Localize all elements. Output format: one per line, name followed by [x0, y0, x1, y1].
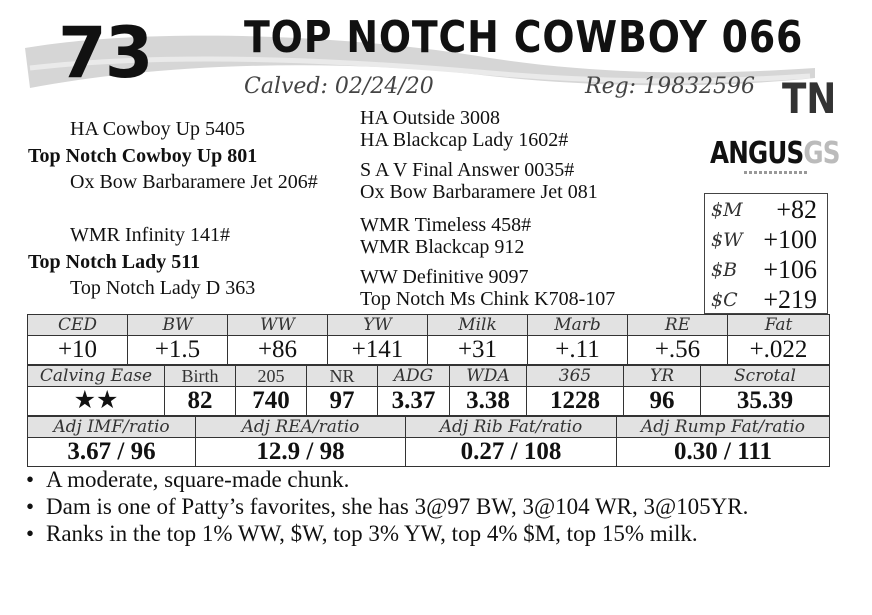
table-row: [28, 438, 830, 467]
epd-header-fat: Fat: [728, 315, 830, 336]
us-header-imf: Adj IMF/ratio: [28, 417, 196, 438]
registration-number: Reg: 19832596: [585, 74, 756, 99]
notes-list: [26, 466, 856, 547]
perf-header-nr: NR: [307, 366, 378, 387]
perf-header-365: 365: [527, 366, 624, 387]
index-value: +106: [763, 255, 817, 284]
pedigree-dam-sire: WMR Infinity 141#: [70, 224, 230, 246]
index-value: +100: [763, 225, 817, 254]
pedigree-dam: Top Notch Lady 511: [28, 251, 201, 273]
us-header-rib-fat: Adj Rib Fat/ratio: [406, 417, 617, 438]
index-value: +82: [776, 195, 817, 224]
list-item: • Dam is one of Patty’s favorites, she has 3@97 BW, 3@104 WR, 3@105YR.: [26, 493, 856, 520]
us-header-rea: Adj REA/ratio: [196, 417, 406, 438]
pedigree-dam-sire-dam: WMR Blackcap 912: [360, 236, 525, 258]
pedigree-sire-sire-sire: HA Outside 3008: [360, 107, 500, 129]
pedigree-sire-sire: HA Cowboy Up 5405: [70, 118, 246, 140]
table-header-row: [28, 417, 830, 438]
calved-date: Calved: 02/24/20: [244, 74, 434, 99]
pedigree-sire-dam-sire: S A V Final Answer 0035#: [360, 159, 575, 181]
perf-value-365: 1228: [527, 387, 624, 416]
logo-text: ANGUS: [710, 136, 804, 171]
angus-gs-logo: [710, 136, 840, 171]
perf-value-scrotal: 35.39: [701, 387, 830, 416]
epd-value-milk: +31: [428, 336, 528, 365]
list-item: • A moderate, square-made chunk.: [26, 466, 856, 493]
pedigree-sire: Top Notch Cowboy Up 801: [28, 145, 258, 167]
epd-header-milk: Milk: [428, 315, 528, 336]
epd-header-marb: Marb: [528, 315, 628, 336]
epd-value-ced: +10: [28, 336, 128, 365]
list-item: • Ranks in the top 1% WW, $W, top 3% YW, top 4% $M, top 15% milk.: [26, 520, 856, 547]
index-label: $M: [711, 199, 743, 221]
perf-value-calving-ease-stars: ★★: [28, 387, 165, 416]
pedigree-sire-sire-dam: HA Blackcap Lady 1602#: [360, 129, 569, 151]
index-label: $C: [711, 289, 738, 311]
perf-header-yr: YR: [624, 366, 701, 387]
epd-value-re: +.56: [628, 336, 728, 365]
epd-value-marb: +.11: [528, 336, 628, 365]
perf-header-scrotal: Scrotal: [701, 366, 830, 387]
pedigree-dam-dam-sire: WW Definitive 9097: [360, 266, 529, 288]
index-label: $W: [711, 229, 743, 251]
table-row: [28, 336, 830, 365]
us-header-rump-fat: Adj Rump Fat/ratio: [617, 417, 830, 438]
dollar-index-box: [704, 193, 828, 314]
us-value-rea: 12.9 / 98: [196, 438, 406, 467]
table-header-row: [28, 315, 830, 336]
index-value: +219: [763, 285, 817, 314]
table-header-row: [28, 366, 830, 387]
breeder-initials: TN: [782, 74, 837, 123]
perf-value-birth: 82: [165, 387, 236, 416]
perf-header-wda: WDA: [450, 366, 527, 387]
pedigree-dam-dam-dam: Top Notch Ms Chink K708-107: [360, 288, 616, 310]
index-row-b: [705, 254, 827, 284]
perf-value-yr: 96: [624, 387, 701, 416]
performance-table: [27, 365, 830, 416]
pedigree-sire-dam-dam: Ox Bow Barbaramere Jet 081: [360, 181, 598, 203]
animal-name: TOP NOTCH COWBOY 066: [244, 12, 804, 63]
epd-header-ww: WW: [228, 315, 328, 336]
logo-suffix: GS: [803, 136, 840, 171]
perf-value-nr: 97: [307, 387, 378, 416]
us-value-rump-fat: 0.30 / 111: [617, 438, 830, 467]
index-label: $B: [711, 259, 738, 281]
us-value-imf: 3.67 / 96: [28, 438, 196, 467]
epd-header-yw: YW: [328, 315, 428, 336]
pedigree-dam-dam: Top Notch Lady D 363: [70, 277, 256, 299]
epd-value-ww: +86: [228, 336, 328, 365]
epd-value-bw: +1.5: [128, 336, 228, 365]
epd-header-ced: CED: [28, 315, 128, 336]
index-row-m: [705, 194, 827, 224]
perf-value-adg: 3.37: [378, 387, 450, 416]
perf-value-205: 740: [236, 387, 307, 416]
pedigree-sire-dam: Ox Bow Barbaramere Jet 206#: [70, 171, 318, 193]
epd-header-re: RE: [628, 315, 728, 336]
perf-header-adg: ADG: [378, 366, 450, 387]
epd-header-bw: BW: [128, 315, 228, 336]
ultrasound-table: [27, 416, 830, 467]
index-row-c: [705, 284, 827, 314]
epd-value-yw: +141: [328, 336, 428, 365]
logo-tagline-graphic: [744, 171, 808, 174]
lot-number: 73: [58, 12, 152, 94]
epd-value-fat: +.022: [728, 336, 830, 365]
perf-header-birth: Birth: [165, 366, 236, 387]
perf-header-205: 205: [236, 366, 307, 387]
perf-value-wda: 3.38: [450, 387, 527, 416]
index-row-w: [705, 224, 827, 254]
pedigree-dam-sire-sire: WMR Timeless 458#: [360, 214, 532, 236]
table-row: [28, 387, 830, 416]
epd-table: [27, 314, 830, 365]
perf-header-calving-ease: Calving Ease: [28, 366, 165, 387]
us-value-rib-fat: 0.27 / 108: [406, 438, 617, 467]
